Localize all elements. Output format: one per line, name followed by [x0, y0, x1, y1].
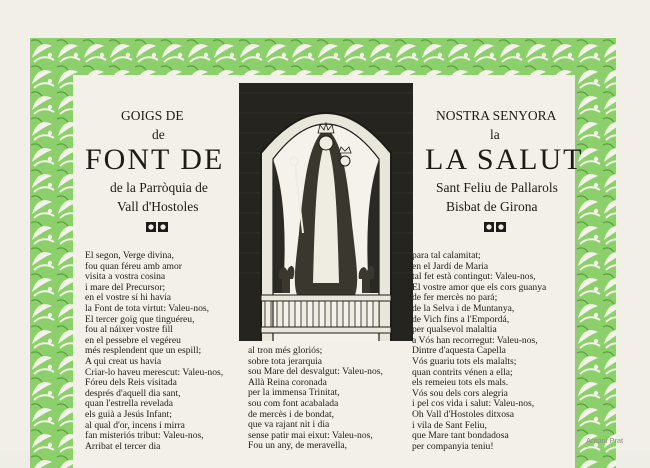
header-left-line3: de la Parròquia de [110, 180, 208, 195]
verse-line: per qualsevol malaltia [412, 324, 497, 336]
header-right-line3: Sant Feliu de Pallarols [436, 180, 558, 195]
verse-line: fou al náixer vostre fill [85, 324, 173, 336]
verse-line: sou Mare del desvalgut: Valeu-nos, [248, 366, 383, 378]
verse-line: en el pessebre el vegéreu [85, 334, 181, 346]
header-right-line1: NOSTRA SENYORA [436, 108, 557, 123]
verse-line: al qual d'or, incens i mirra [85, 419, 185, 431]
verse-line: al tron més gloriós; [248, 345, 323, 356]
verse-line: sobre tota jerarquia [248, 355, 323, 367]
verse-line: que va rajant nit i dia [248, 419, 330, 431]
verse-line: i pel cos vida i salut: Valeu-nos, [412, 398, 535, 410]
verse-line: sense patir mai eixut: Valeu-nos, [248, 429, 373, 441]
verse-line: els guià a Jesús Infant; [85, 408, 172, 420]
verse-line: la Font de tota virtut: Valeu-nos, [85, 302, 209, 314]
verse-line: i vila de Sant Feliu, [412, 419, 487, 431]
verse-line: en el Jardí de Maria [412, 260, 489, 272]
verse-line: en el vostre sí hi havia [85, 292, 172, 304]
header-left-line1: GOIGS DE [121, 108, 184, 123]
verse-line: Oh Vall d'Hostoles ditxosa [412, 408, 515, 420]
verse-line: fou quan féreu amb amor [85, 260, 182, 272]
verse-line: tal fet està contingut: Valeu-nos, [412, 271, 536, 283]
verse-line: i mare del Precursor; [85, 281, 166, 293]
left-verse-column [85, 251, 223, 452]
verse-line: quan l'estrella revelada [85, 398, 174, 410]
middle-verse-column [248, 346, 383, 452]
right-verse-column [412, 251, 546, 452]
header-left-title: FONT DE [85, 143, 225, 176]
verse-line: quan contrits vénen a ella; [412, 366, 513, 378]
header-left-line2: de [152, 127, 165, 142]
verse-line: Arribat el tercer dia [85, 440, 161, 452]
verse-line: que Mare tant bondadosa [412, 430, 509, 442]
verse-line: A qui creat us havia [85, 355, 162, 367]
verse-line: Dintre d'aquesta Capella [412, 345, 506, 357]
verse-line: El tercer goig que tinguéreu, [85, 313, 195, 325]
verse-line: els remeieu tots els mals. [412, 377, 509, 389]
verse-line: més resplendent que un espill; [85, 345, 202, 357]
header-right-line4: Bisbat de Girona [446, 199, 538, 214]
verse-line: El vostre amor que els cors guanya [412, 281, 547, 293]
verse-line: para tal calamitat; [412, 250, 481, 261]
verse-line: fan misteriós tribut: Valeu-nos, [85, 430, 204, 442]
verse-line: sou com font acabalada [248, 397, 339, 409]
verse-line: a Vós han recorregut: Valeu-nos, [412, 334, 538, 346]
verse-line: Vós sou dels cors alegria [412, 387, 508, 399]
verse-line: de la Selva i de Muntanya, [412, 302, 515, 314]
ornament-icon [146, 221, 168, 233]
verse-line: de fer mercès no pará; [412, 292, 498, 304]
virgin-engraving-image [239, 83, 413, 341]
verse-line: per la immensa Trinitat, [248, 387, 340, 399]
verse-line: per companyia teniu! [412, 440, 494, 452]
ornament-icon [484, 221, 506, 233]
verse-line: El segon, Verge divina, [85, 250, 174, 261]
verse-line: Fou un any, de meravella, [248, 440, 348, 452]
header-right-line2: la [490, 127, 500, 142]
verse-line: després d'aquell dia sant, [85, 387, 181, 399]
verse-line: Criar-lo haveu merescut: Valeu-nos, [85, 366, 224, 378]
verse-line: Allà Reina coronada [248, 376, 327, 388]
header-right-title: LA SALUT [425, 143, 584, 176]
verse-line: Vós guariu tots els malalts; [412, 355, 517, 367]
watermark: Antoni Prat [586, 436, 624, 445]
verse-line: visita a vostra cosina [85, 271, 166, 283]
verse-line: de Vich fins a l'Empordá, [412, 313, 510, 325]
verse-line: de mercès i de bondat, [248, 408, 335, 420]
header-left-line4: Vall d'Hostoles [117, 199, 199, 214]
verse-line: Fóreu dels Reis visitada [85, 377, 177, 389]
